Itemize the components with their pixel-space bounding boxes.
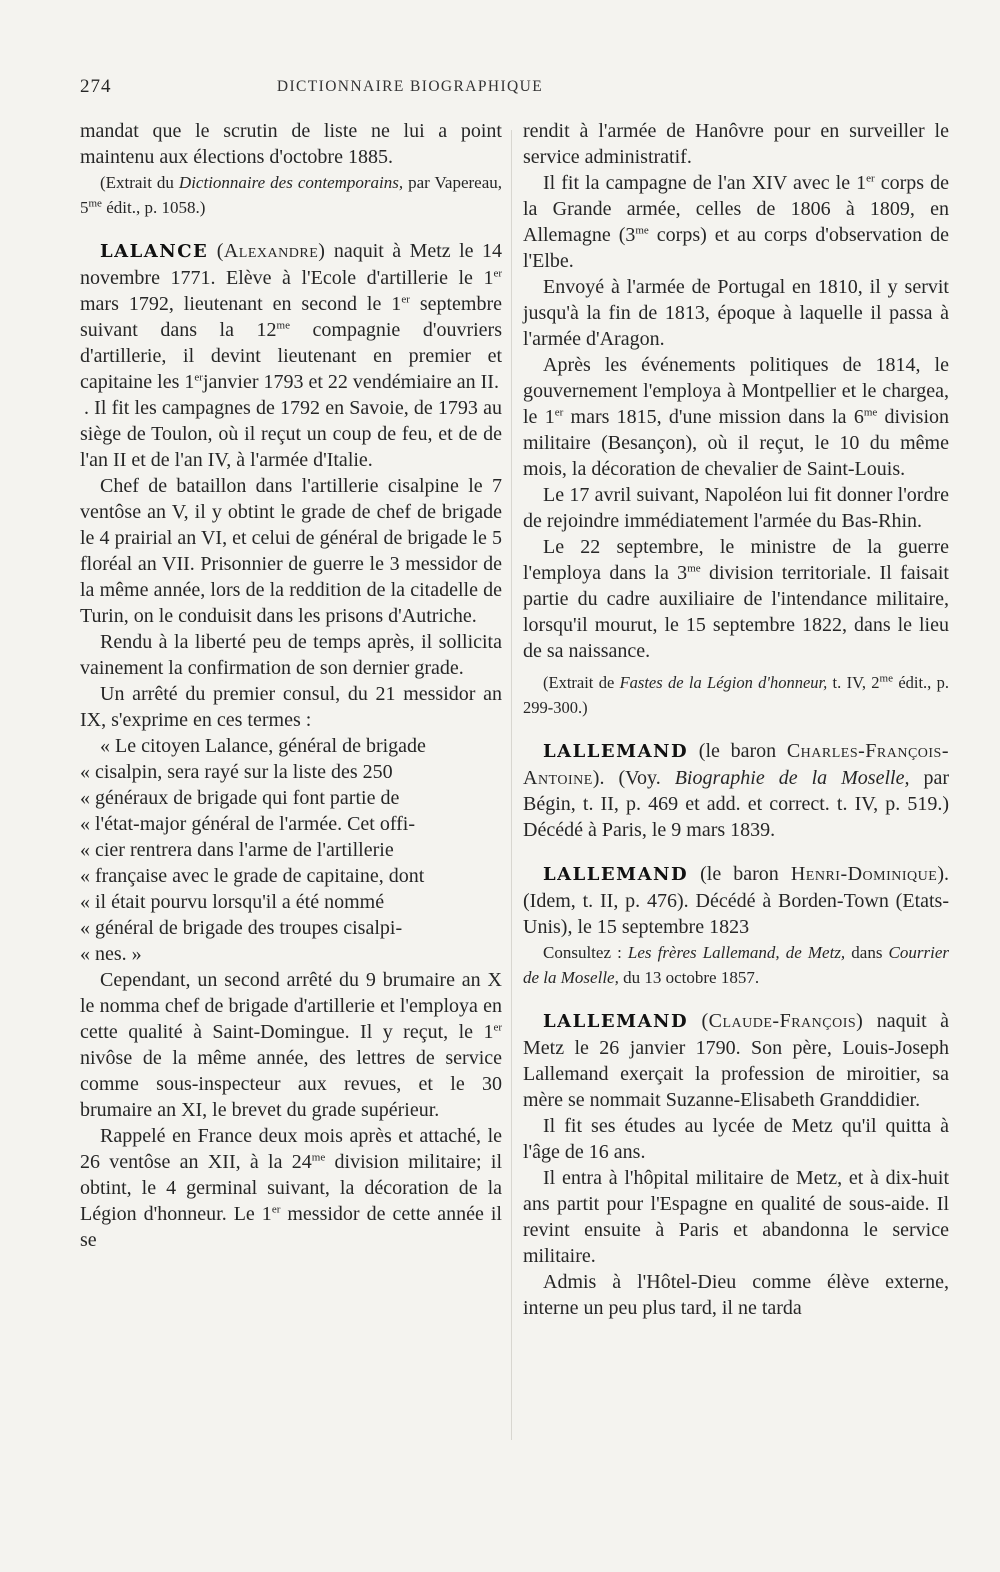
quote-line: « l'état-major général de l'armée. Cet offi- <box>80 813 416 835</box>
paragraph-campagnes: . Il fit les campagnes de 1792 en Savoie, de 1793 au siège de Toulon, où il reçut un coup de feu, et de de l'an II et de l'an IV, à l'armée d'Italie. <box>80 397 502 471</box>
citation-fastes: (Extrait de Fastes de la Légion d'honneur, t. IV, $2^{me}$ édit., p. 299-300.) <box>523 672 949 717</box>
headword-lallemand: LALLEMAND <box>543 1011 689 1032</box>
entry-lallemand-claude: LALLEMAND (Claude-François) naquit à Metz le 26 janvier 1790. Son père, Louis-Joseph Lallemand exerçait la profession de miroitier, sa mère se nommait Suzanne-Elisabeth Granddidier. <box>523 1010 949 1111</box>
consult-note: Consultez : Les frères Lallemand, de Metz, dans Courrier de la Moselle, du 13 octobre 1857. <box>523 943 949 987</box>
running-title: DICTIONNAIRE BIOGRAPHIQUE <box>276 78 544 95</box>
citation-contemporains: (Extrait du Dictionnaire des contemporains, par Vapereau, $5^{me}$ édit., p. 1058.) <box>80 173 503 217</box>
paragraph-cependant: Cependant, un second arrêté du 9 brumaire an X le nomma chef de brigade d'artillerie et l'employa en cette qualité à Saint-Domingue. Il y reçut, le 1er nivôse de la même année, des lettres de service comme sous-inspecteur aux revues, et le 30 brumaire an XI, le brevet du grade supérieur. <box>80 969 502 1121</box>
paragraph-campagne-an-xiv: Il fit la campagne de l'an XIV avec le 1er corps de la Grande armée, celles de 1806 à 1809, en Allemagne ($3^{me}$ corps) et au corps d'observation de l'Elbe. <box>523 172 950 272</box>
paragraph-septembre: Le 22 septembre, le ministre de la guerre l'employa dans la $3^{me}$ division territoriale. Il faisait partie du cadre auxiliaire de l'intendance militaire, lorsqu'il mourut, le 15 septembre 1822, dans le lieu de sa naissance. <box>523 536 949 662</box>
page-number: 274 <box>80 76 112 97</box>
paragraph-hopital: Il entra à l'hôpital militaire de Metz, et à dix-huit ans partit pour l'Espagne en qualité de sous-aide. Il revint ensuite à Paris et abandonna le service militaire. <box>523 1167 949 1267</box>
quote-line: « française avec le grade de capitaine, dont <box>80 865 425 887</box>
column-divider <box>511 130 512 1440</box>
quote-line: « général de brigade des troupes cisalpi- <box>80 917 403 939</box>
quote-block <box>80 733 502 967</box>
headword-lallemand: LALLEMAND <box>543 741 689 762</box>
paragraph-rappele: Rappelé en France deux mois après et attaché, le 26 ventôse an XII, à la $24^{me}$ division militaire; il obtint, le 4 germinal suivant, la décoration de la Légion d'honneur. Le 1er messidor de cette année il se <box>80 1125 502 1251</box>
headword-lalance: LALANCE <box>100 241 209 262</box>
paragraph-mandat: mandat que le scrutin de liste ne lui a point maintenu aux élections d'octobre 1885. <box>80 120 502 168</box>
paragraph-apres: Après les événements politiques de 1814, le gouvernement l'employa à Montpellier et le chargea, le 1er mars 1815, d'une mission dans la $6^{me}$ division militaire (Besançon), où il reçut, le 10 du même mois, la décoration de chevalier de Saint-Louis. <box>523 354 950 480</box>
paragraph-avril: Le 17 avril suivant, Napoléon lui fit donner l'ordre de rejoindre immédiatement l'armée du Bas-Rhin. <box>523 484 949 532</box>
quote-line: « il était pourvu lorsqu'il a été nommé <box>80 891 385 913</box>
quote-line: « généraux de brigade qui font partie de <box>80 787 400 809</box>
page-header <box>80 76 940 104</box>
paragraph-admis: Admis à l'Hôtel-Dieu comme élève externe, interne un peu plus tard, il ne tarda <box>523 1271 949 1319</box>
quote-line: « cier rentrera dans l'arme de l'artillerie <box>80 839 394 861</box>
quote-line: « Le citoyen Lalance, général de brigade <box>100 735 426 757</box>
entry-lallemand-henri: LALLEMAND (le baron Henri-Dominique). (Idem, t. II, p. 476). Décédé à Borden-Town (Etats-Unis), le 15 septembre 1823 <box>523 863 949 938</box>
paragraph-etudes: Il fit ses études au lycée de Metz qu'il quitta à l'âge de 16 ans. <box>523 1115 949 1163</box>
paragraph-rendu: Rendu à la liberté peu de temps après, il sollicita vainement la confirmation de son dernier grade. <box>80 631 502 679</box>
paragraph-arrete: Un arrêté du premier consul, du 21 messidor an IX, s'exprime en ces termes : <box>80 683 502 731</box>
headword-lallemand: LALLEMAND <box>543 864 689 885</box>
paragraph-rendit: rendit à l'armée de Hanôvre pour en surveiller le service administratif. <box>523 120 949 168</box>
paragraph-envoye: Envoyé à l'armée de Portugal en 1810, il y servit jusqu'à la fin de 1813, époque à laquelle il passa à l'armée d'Aragon. <box>523 276 949 350</box>
entry-lalance: LALANCE (Alexandre) naquit à Metz le 14 novembre 1771. Elève à l'Ecole d'artillerie le 1er mars 1792, lieutenant en second le 1er septembre suivant dans la $12^{me}$ compagnie d'ouvriers d'artillerie, il devint lieutenant en premier et capitaine les 1erjanvier 1793 et 22 vendémiaire an II. <box>80 240 503 393</box>
quote-line: « cisalpin, sera rayé sur la liste des 250 <box>80 761 393 783</box>
quote-line: « nes. » <box>80 943 142 965</box>
entry-lallemand-charles: LALLEMAND (le baron Charles-François-Antoine). (Voy. Biographie de la Moselle, par Bégin, t. II, p. 469 et add. et correct. t. IV, p. 519.) Décédé à Paris, le 9 mars 1839. <box>523 740 949 841</box>
left-column <box>80 118 502 1253</box>
right-column <box>523 118 949 1321</box>
paragraph-chef-bataillon: Chef de bataillon dans l'artillerie cisalpine le 7 ventôse an V, il y obtint le grade de chef de brigade le 4 prairial an VI, et celui de général de brigade le 5 floréal an VII. Prisonnier de guerre le 3 messidor de la même année, lors de la reddition de la citadelle de Turin, on le conduisit dans les prisons d'Autriche. <box>80 475 502 627</box>
